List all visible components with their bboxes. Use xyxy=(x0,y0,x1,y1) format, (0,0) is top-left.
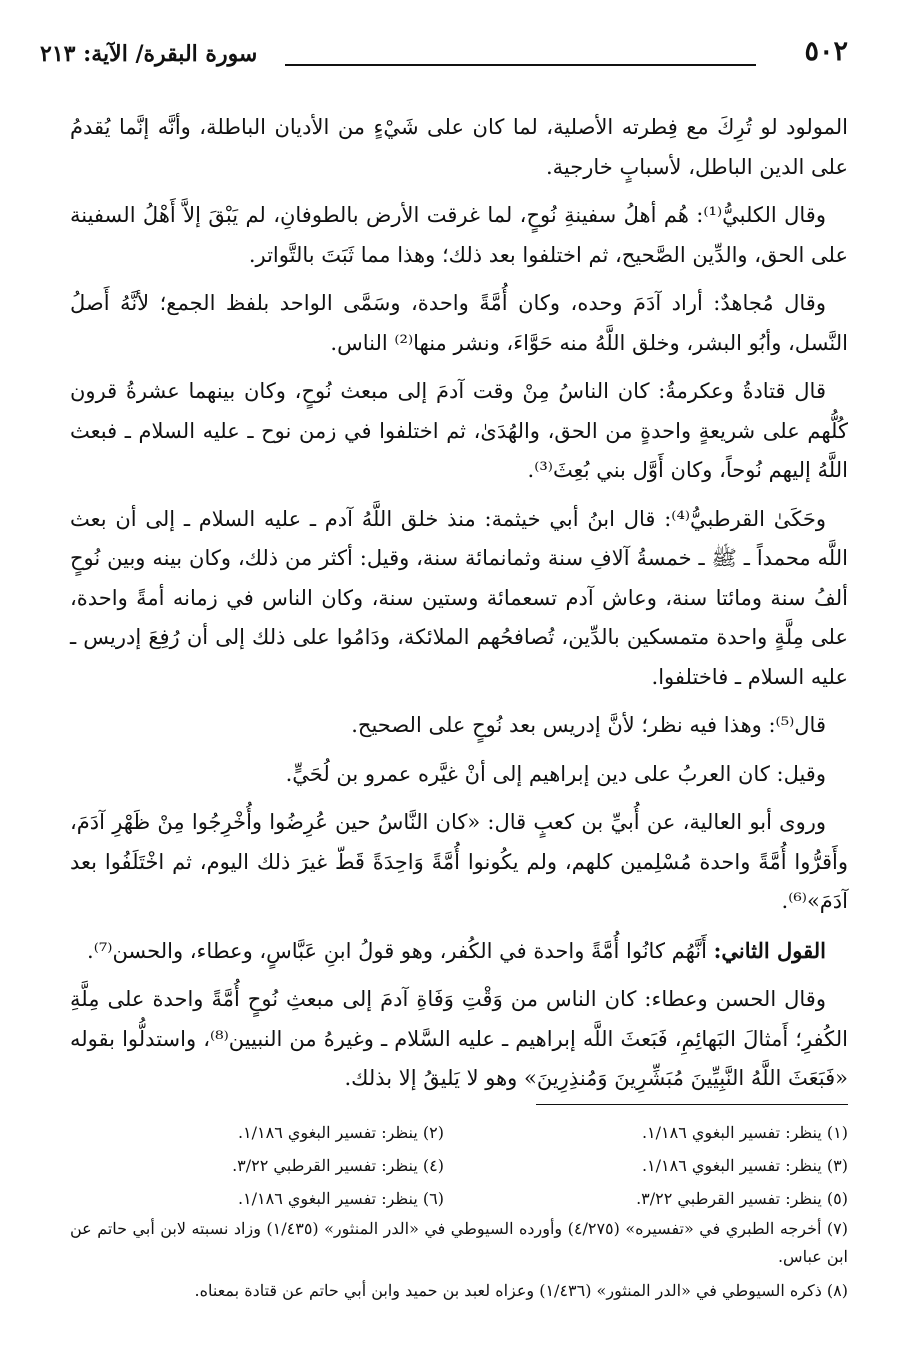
footnote: (٢) ينظر: تفسير البغوي ١/١٨٦. xyxy=(237,1123,444,1142)
footnote: (٣) ينظر: تفسير البغوي ١/١٨٦. xyxy=(641,1156,848,1175)
page-header xyxy=(40,34,848,74)
paragraph xyxy=(70,108,848,187)
footnotes xyxy=(70,1116,848,1305)
paragraph xyxy=(70,500,848,698)
paragraph xyxy=(70,931,848,972)
paragraph-text: أَنَّهُم كانُوا أُمَّةً واحدة في الكُفر، وهو قولُ ابنِ عَبَّاسٍ، وعطاء، والحسن⁽⁷⁾. xyxy=(87,938,707,963)
paragraph-text: قال⁽⁵⁾: وهذا فيه نظر؛ لأنَّ إدريس بعد نُوحٍ على الصحيح. xyxy=(351,713,826,737)
paragraph xyxy=(70,196,848,275)
footnote: (٧) أخرجه الطبري في «تفسيره» (٤/٢٧٥) وأورده السيوطي في «الدر المنثور» (١/٤٣٥) وزاد نسبته لابن أبي حاتم عن ابن عباس. xyxy=(70,1219,849,1266)
footnote: (٤) ينظر: تفسير القرطبي ٣/٢٢. xyxy=(232,1156,444,1175)
header-rule xyxy=(285,64,756,66)
footnote-grid xyxy=(70,1116,848,1215)
footnote: (١) ينظر: تفسير البغوي ١/١٨٦. xyxy=(641,1123,848,1142)
paragraph xyxy=(70,755,848,795)
paragraph-text: المولود لو تُرِكَ مع فِطرته الأصلية، لما كان على شَيْءٍ من الأديان الباطلة، وأنَّه إنَّما يُقدمُ على الدين الباطل، لأسبابٍ خارجية. xyxy=(70,115,848,179)
paragraph-text: قال قتادةُ وعكرمةُ: كان الناسُ مِنْ وقت آدمَ إلى مبعث نُوحٍ، وكان بينهما عشرةُ قرون كُلُّهم على شريعةٍ واحدةٍ من الحق، والهُدَىٰ، ثم اختلفوا في زمن نوح ـ عليه السلام ـ فبعث اللَّهُ إليهم نُوحاً، وكان أَوَّل بني بُعِثَ⁽³⁾. xyxy=(70,379,848,482)
footnote: (٦) ينظر: تفسير البغوي ١/١٨٦. xyxy=(237,1189,444,1208)
paragraph-text: وقيل: كان العربُ على دين إبراهيم إلى أنْ غيَّره عمرو بن لُحَيٍّ. xyxy=(285,761,826,786)
paragraph xyxy=(70,803,848,922)
paragraph-lead: القول الثاني: xyxy=(713,937,826,963)
main-text xyxy=(70,108,848,1108)
paragraph-text: وقال مُجاهدٌ: أراد آدَمَ وحده، وكان أُمَّةً واحدة، وسَمَّى الواحد بلفظ الجمع؛ لأنَّهُ أَصلُ النَّسل، وأبُو البشر، وخلق اللَّهُ منه حَوَّاءَ، ونشر منها⁽²⁾ الناس. xyxy=(70,291,848,355)
paragraph-text: وروى أبو العالية، عن أُبيِّ بن كعبٍ قال: «كان النَّاسُ حين عُرِضُوا وأُخْرِجُوا مِنْ ظَهْرِ آدَمَ، وأَقرُّوا أُمَّةً واحدة مُسْلِمين كلهم، ولم يكُونوا أُمَّةً وَاحِدَةً قَطّ غيرَ ذلك اليوم، ثم اخْتَلَفُوا بعد آدَمَ»⁽⁶⁾. xyxy=(70,810,848,913)
paragraph-text: وحَكَىٰ القرطبيُّ⁽⁴⁾: قال ابنُ أبي خيثمة: منذ خلق اللَّهُ آدم ـ عليه السلام ـ إلى أن بعث اللَّه محمداً ـ ﷺ ـ خمسةُ آلافِ سنة وثمانمائة سنة، وقيل: أكثر من ذلك، وكان بينه وبين نُوحٍ ألفُ سنة ومائتا سنة، وعاش آدم تسعمائة وستين سنة، وكان الناس في زمانه أمةً واحدة، على مِلَّةٍ واحدة متمسكين بالدِّين، تُصافحُهم الملائكة، ودَامُوا على ذلك إلى أن رُفِعَ إدريس ـ عليه السلام ـ فاختلفوا. xyxy=(70,506,848,689)
page-number: ٥٠٢ xyxy=(804,36,848,67)
paragraph xyxy=(70,372,848,491)
paragraph xyxy=(70,980,848,1099)
paragraph-text: وقال الحسن وعطاء: كان الناس من وَقْتِ وَفَاةِ آدمَ إلى مبعثِ نُوحٍ أُمَّةً واحدة على مِلَّةِ الكُفرِ؛ أَمثالَ البَهائِمِ، فَبَعثَ اللَّه إبراهيم ـ عليه السَّلام ـ وغيرهُ من النبيين⁽⁸⁾، واستدلُّوا بقوله «فَبَعَثَ اللَّهُ النَّبِيِّينَ مُبَشِّرِينَ وَمُنذِرِينَ» وهو لا يَليقُ إلا بذلك. xyxy=(70,987,849,1090)
footnote: (٥) ينظر: تفسير القرطبي ٣/٢٢. xyxy=(636,1189,848,1208)
paragraph xyxy=(70,706,848,746)
running-title: سورة البقرة/ الآية: ٢١٣ xyxy=(40,41,258,67)
footnote-separator xyxy=(536,1104,848,1105)
paragraph-text: وقال الكلبيُّ⁽¹⁾: هُم أهلُ سفينةِ نُوحٍ، لما غرقت الأرض بالطوفانِ، لم يَبْقَ إلاَّ أَهْلُ السفينة على الحق، والدِّين الصَّحيح، ثم اختلفوا بعد ذلك؛ وهذا مما ثَبَتَ بالتَّواتر. xyxy=(70,203,848,267)
footnote: (٨) ذكره السيوطي في «الدر المنثور» (١/٤٣٦) وعزاه لعبد بن حميد وابن أبي حاتم عن قتادة بمعناه. xyxy=(194,1281,848,1300)
paragraph xyxy=(70,284,848,363)
